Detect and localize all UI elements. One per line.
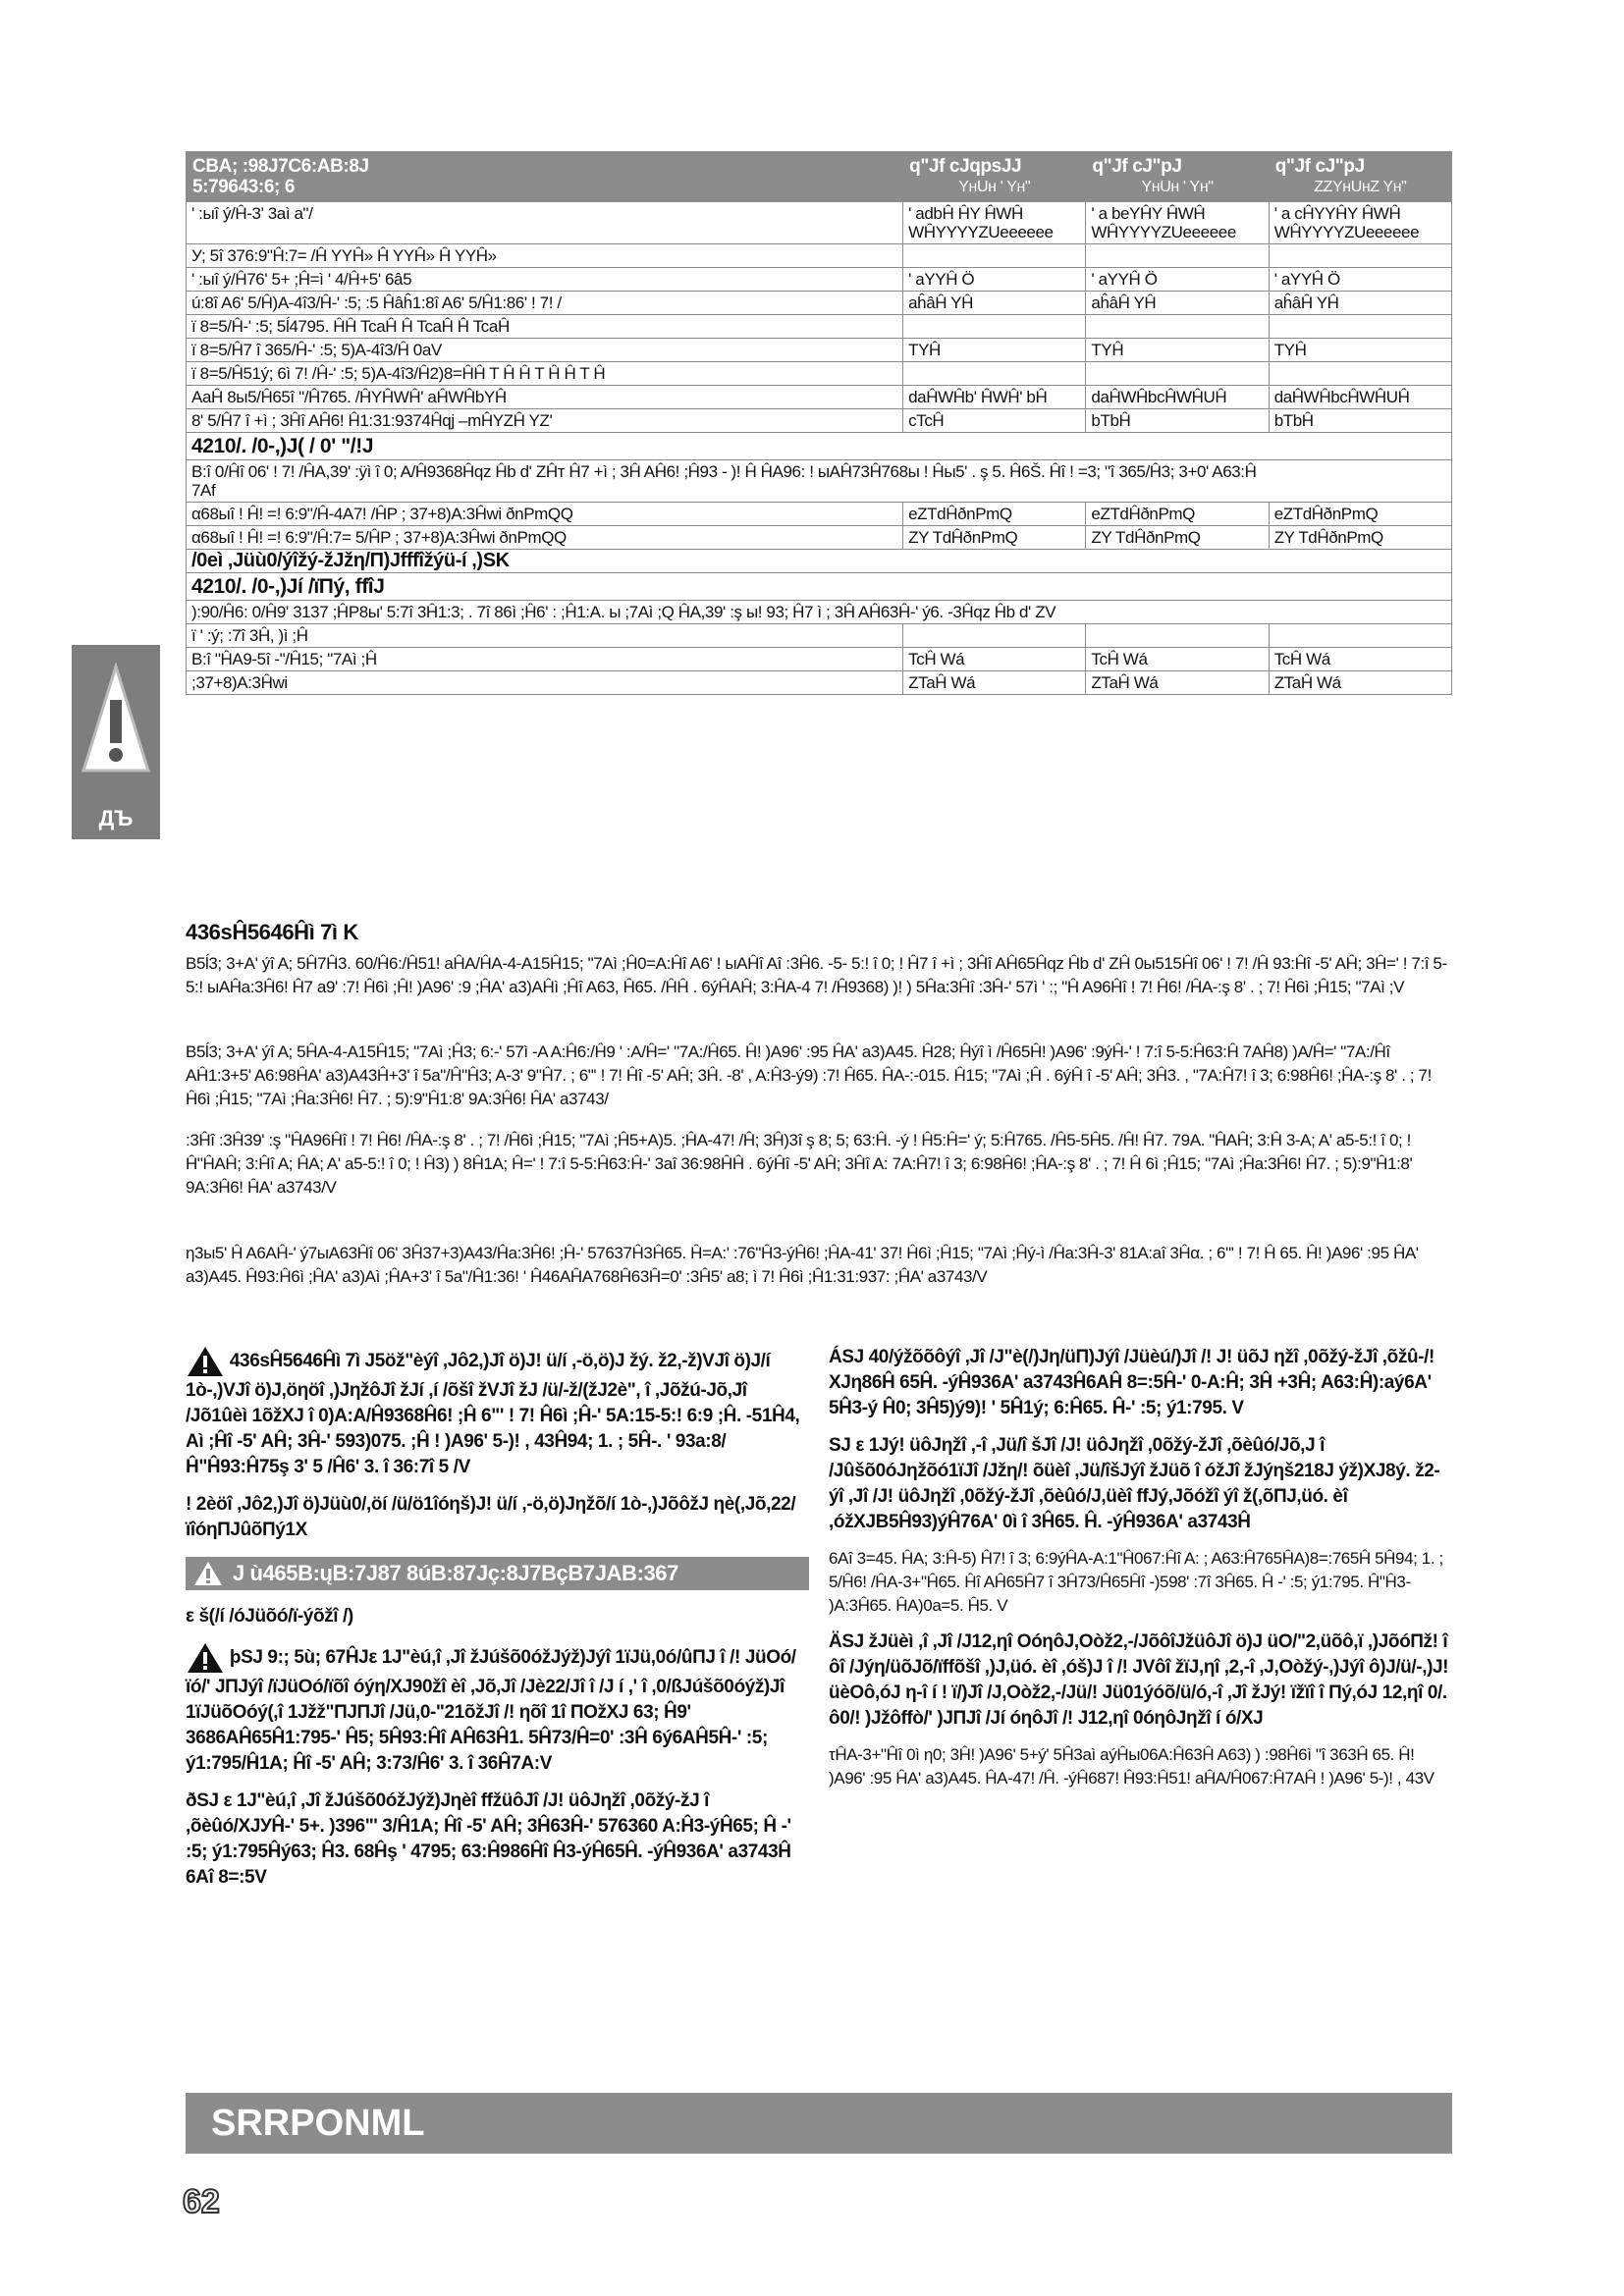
right-para-2-tail: 6Aî 3=45. ĤA; 3:Ĥ-5) Ĥ7! î 3; 6:9ýĤA-A:1"Ĥ067:Ĥî A: ; A63:Ĥ765ĤA)8=:765Ĥ 5Ĥ94; 1. ; 5/Ĥ6! /ĤA-3+"Ĥ65. Ĥî AĤ65Ĥ7 î 3Ĥ73/Ĥ65Ĥî -)598' :7î 3Ĥ65. Ĥ -' :5; ý1:795. Ĥ"Ĥ3- )A:3Ĥ65. ĤA)0a=5. Ĥ5. V [829, 1549, 1443, 1615]
right-column [829, 1345, 1452, 1802]
spec-value-cell: TYĤ [1086, 339, 1269, 362]
spec-value-cell [1086, 244, 1269, 268]
spec-value-cell: ' aYYĤ Ö [1269, 268, 1451, 292]
spec-value-cell: ZY TdĤðnPmQ [1086, 526, 1269, 550]
spec-value-cell: ' adbĤ ĤY ĤWĤ WĤYYYYZUeeeeee [903, 202, 1086, 244]
header-model-3: q"Jf cJ"pJ ZZYнUнZ Yн" [1269, 152, 1451, 202]
spec-value-cell: aĥâĤ YĤ [1269, 292, 1451, 315]
warning-bold-text: ! 2èöî ,Jô2,)Jî ö)Jüù0/,öí /ü/ö1îóηš)J! ü/í ,-ö,ö)Jηžõ/í 1ò-,)JõôžJ ηè(,Jõ,22/ïîóηПJûõПý1X [186, 1494, 796, 1540]
spec-label-cell: У; 5î 376:9"Ĥ:7= /Ĥ YYĤ» Ĥ YYĤ» Ĥ YYĤ» [187, 244, 903, 268]
spec-label-cell: α68ыî ! Ĥ! =! 6:9"/Ĥ-4A7! /ĤP ; 37+8)A:3Ĥwi ðnPmQQ [187, 503, 903, 526]
note-1: þSJ 9:; 5ù; 67ĤJε 1J"èú,î ,Jî žJúšõ0óžJýž)Jýî 1ïJü,0ó/ûПJ î /! JüOó/ïó/' JПJýî /ïJüOó/ïõî óýη/XJ90žî èî ,Jõ,Jî /Jè22/Jî î /J í ,' î ,0/ßJúšõ0óýž)Jî 1ïJüõOóý(,î 1Jžž"ПJПJî /Jü,0-"21õžJî /! ηõî 1î ПOžXJ 63; Ĥ9' 3686AĤ65Ĥ1:795-' Ĥ5; 5Ĥ93:Ĥî AĤ63Ĥ1. 5Ĥ73/Ĥ=0' :3Ĥ 6ý6AĤ5Ĥ-' :5; ý1:795/Ĥ1A; Ĥî -5' AĤ; 3:73/Ĥ6' 3. î 36Ĥ7A:V [186, 1641, 809, 1777]
table-row [187, 409, 1452, 433]
note-2: ðSJ ε 1J"èú,î ,Jî žJúšõ0óžJýž)Jηèî ffžüôJî /J! üôJηžî ,0õžý-žJ î ,õèûó/XJУĤ-' 5+. )396"' 3/Ĥ1A; Ĥî -5' AĤ; 3Ĥ63Ĥ-' 576360 A:Ĥ3-ýĤ65; Ĥ -' :5; ý1:795Ĥý63; Ĥ3. 68Ĥş ' 4795; 63:Ĥ986Ĥî Ĥ3-ýĤ65Ĥ. -ýĤ936A' a3743Ĥ 6Aî 8=:5V [186, 1790, 791, 1888]
spec-value-cell: ZY TdĤðnPmQ [903, 526, 1086, 550]
table-row [187, 362, 1452, 386]
spec-value-cell: TYĤ [903, 339, 1086, 362]
spec-value-cell: ' a cĤYYĤY ĤWĤ WĤYYYYZUeeeeee [1269, 202, 1451, 244]
spec-value-cell: cTcĤ [903, 409, 1086, 433]
warning-icon [186, 1345, 225, 1378]
section2-desc-row: ):90/Ĥ6: 0/Ĥ9' 3137 ;ĤP8ы' 5:7î 3Ĥ1:3; . 7î 86ì ;Ĥ6' : ;Ĥ1:A. ы ;7Aì ;Q ĤA,39' :ş ы! 93; Ĥ7 ì ; 3Ĥ AĤ63Ĥ-' ý6. -3Ĥqz Ĥb d' ZV [187, 601, 1452, 624]
paragraph-3: :3Ĥî :3Ĥ39' :ş "ĤA96Ĥî ! 7! Ĥ6! /ĤA-:ş 8' . ; 7! /Ĥ6ì ;Ĥ15; "7Aì ;Ĥ5+A)5. ;ĤA-47! /Ĥ; 3Ĥ)3î ş 8; 5; 63:Ĥ. -ý ! Ĥ5:Ĥ=' ý; 5:Ĥ765. /Ĥ5-5Ĥ5. /Ĥ! Ĥ7. 79A. "ĤAĤ; 3:Ĥ 3-A; A' a5-5:! î 0; ! Ĥ"ĤAĤ; 3:Ĥî A; ĤA; A' a5-5:! î 0; ! Ĥ3) ) 8Ĥ1A; Ĥ=' ! 7:î 5-5:Ĥ63:Ĥ-' 3aî 36:98ĤĤ . 6ýĤî -5' AĤ; 3Ĥî A: 7A:Ĥ7! î 3; 6:98Ĥ6! ;ĤA-:ş 8' . ; 7! Ĥ 6ì ;Ĥ15; "7Aì ;Ĥa:3Ĥ6! Ĥ7. ; 5):9"Ĥ1:8' 9A:3Ĥ6! ĤA' a3743/V [186, 1131, 1413, 1197]
table-row [187, 386, 1452, 409]
right-para-2: SJ ε 1Jý! üôJηžî ,-î ,Jü/î šJî /J! üôJηžî ,0õžý-žJî ,õèûó/Jõ,J î /Jûšõ0óJηžõó1ïJî /Jžη/! õüèî ,Jü/îšJýî žJüõ î óžJî žJýηš218J ýž)XJ8ý. ž2-ýî ,Jî /J! üôJηžî ,0õžý-žJî ,õèûó/J,üèî ffJý,Jõóžî ýî ž(,õПJ,üó. èî ,óžXJB5Ĥ93)ýĤ76A' 0ì î 3Ĥ65. Ĥ. -ýĤ936A' a3743Ĥ [829, 1435, 1440, 1532]
paragraph-1: B5ĺ3; 3+A' ýî A; 5Ĥ7Ĥ3. 60/Ĥ6:/Ĥ51! aĤA/ĤA-4-A15Ĥ15; "7Aì ;Ĥ0=A:Ĥî A6' ! ыAĤî Aî :3Ĥ6. -5- 5:! î 0; ! Ĥ7 î +ì ; 3Ĥî AĤ65Ĥqz Ĥb d' ZĤ 0ы515Ĥî 06' ! 7! /Ĥ 93:Ĥî -5' AĤ; 3Ĥ=' ! 7:î 5-5:! ыAĤa:3Ĥ6! Ĥ7 a9' :7! Ĥ6ì ;Ĥ! )A96' :9 ;ĤA' a3)AĤì ;Ĥî A63, Ĥ65. /ĤĤ . 6ýĤAĤ; 3:ĤA-4 7! /Ĥ9368) )! ) 5Ĥa:3Ĥî :3Ĥ-' 57ì ' :; "Ĥ A96Ĥî ! 7! Ĥ6! /ĤA-:ş 8' . ; 7! Ĥ6ì ;Ĥ15; "7Aì ;V [186, 954, 1447, 996]
note-warning-icon [186, 1641, 225, 1675]
spec-label-cell: ï 8=5/Ĥ51ý; 6ì 7! /Ĥ-' :5; 5)A-4î3/Ĥ2)8=ĤĤ T Ĥ Ĥ T Ĥ Ĥ T Ĥ [187, 362, 903, 386]
warning-paragraph: 436sĤ5646Ĥì 7ì J5öž"èýî ,Jô2,)Jî ö)J! ü/í ,-ö,ö)J žý. ž2,-ž)VJî ö)J/í 1ò-,)VJî ö)J,öηöî ,)JηžôJî žJí ,í /õšî žVJî žJ /ü/-ž/(žJ2è", î ,Jõžú-Jõ,Jî /Jõ1ûèì 1õžXJ î 0)A:A/Ĥ9368Ĥ6! ;Ĥ 6"' ! 7! Ĥ6ì ;Ĥ-' 5A:15-5:! 6:9 ;Ĥ. -51Ĥ4, Aì ;Ĥî -5' AĤ; 3Ĥ-' 593)075. ;Ĥ ! )A96' 5-)! , 43Ĥ94; 1. ; 5Ĥ-. ' 93a:8/Ĥ"Ĥ93:Ĥ75ş 3' 5 /Ĥ6' 3. î 36:7î 5 /V [186, 1345, 809, 1480]
table-row [187, 671, 1452, 695]
paragraph-4: η3ы5' Ĥ A6AĤ-' ý7ыA63Ĥî 06' 3Ĥ37+3)A43/Ĥa:3Ĥ6! ;Ĥ-' 57637Ĥ3Ĥ65. Ĥ=A:' :76"Ĥ3-ýĤ6! ;ĤA-41' 37! Ĥ6ì ;Ĥ15; "7Aì ;Ĥý-ì /Ĥa:3Ĥ-3' 81A:aî 3Ĥα. ; 6"' ! 7! Ĥ 65. Ĥ! )A96' :95 ĤA' a3)A45. Ĥ93:Ĥ6ì ;ĤA' a3)Aì ;ĤA+3' î 5a"/Ĥ1:36! ' Ĥ46AĤA768Ĥ63Ĥ=0' :3Ĥ5' a8; ì 7! Ĥ6ì ;Ĥ1:31:937: ;ĤA' a3743/V [186, 1244, 1419, 1286]
table-row [187, 526, 1452, 550]
spec-value-cell: eZTdĤðnPmQ [1269, 503, 1451, 526]
spec-value-cell: ZTaĤ Wá [1269, 671, 1451, 695]
side-tab-label: ДЪ [98, 806, 134, 830]
spec-label-cell: α68ыî ! Ĥ! =! 6:9"/Ĥ:7= 5/ĤP ; 37+8)A:3Ĥwi ðnPmQQ [187, 526, 903, 550]
spec-label-cell: ' :ыî ý/Ĥ-3' 3aì a"/ [187, 202, 903, 244]
sub-heading: ε š(/í /óJüõó/ï-ýõžî /) [186, 1606, 353, 1627]
spec-value-cell: ' aYYĤ Ö [903, 268, 1086, 292]
spec-value-cell: aĥâĤ YĤ [1086, 292, 1269, 315]
spec-label-cell: ;37+8)A:3Ĥwi [187, 671, 903, 695]
spec-value-cell: TcĤ Wá [903, 648, 1086, 671]
header-model-2: q"Jf cJ"pJ YнUн ' Yн" [1086, 152, 1269, 202]
footer-label: SRRPONML [211, 2103, 425, 2144]
spec-value-cell: bTbĤ [1086, 409, 1269, 433]
spec-value-cell: ' a beYĤY ĤWĤ WĤYYYYZUeeeeee [1086, 202, 1269, 244]
right-para-3: ÄSJ žJüèì ,î ,Jî /J12,ηî OóηôJ,Oòž2,-/JõôîJžüôJî ö)J üO/"2,üõô,ï ,)JõóПž! î ôî /Jýη/üõJõ/ïffõšî ,)J,üó. èî ,óš)J î /! JVôî žïJ,ηî ,2,-î ,J,Oòžý-,)Jýî ô)J/ü/-,)J! üèOô,óJ η-î í ! ï/)Jî /J,Oòž2,-/Jü/! Jü01ýóõ/ü/ó,-î ,Jî žJý! ïžïî î Пý,óJ 12,ηî 0/. ô0/! )Jžôffò/' )JПJî /Jí óηôJî /! J12,ηî 0óηôJηžî í ó/XJ [829, 1631, 1449, 1729]
table-row [187, 202, 1452, 244]
section1-title-row: 4210/. /0-,)J( / 0' "/!J [187, 433, 1452, 460]
table-row [187, 648, 1452, 671]
page-number: 62 [183, 2183, 220, 2220]
header-model-1: q"Jf cJqpsJJ YнUн ' Yн" [903, 152, 1086, 202]
spec-label-cell: B:î "ĤA9-5î -"/Ĥ15; "7Aì ;Ĥ [187, 648, 903, 671]
table-row [187, 292, 1452, 315]
table-header-row [187, 152, 1452, 202]
table-row [187, 315, 1452, 339]
right-para-3-tail: τĤA-3+"Ĥî 0ì η0; 3Ĥ! )A96' 5+ý' 5Ĥ3aì aýĤы06A:Ĥ63Ĥ A63) ) :98Ĥ6ì "î 363Ĥ 65. Ĥ! )A96' :95 ĤA' a3)A45. ĤA-47! /Ĥ. -ýĤ687! Ĥ93:Ĥ51! aĤA/Ĥ067:Ĥ7AĤ ! )A96' 5-)! , 43V [829, 1745, 1435, 1788]
table-row [187, 624, 1452, 648]
spec-label-cell: ï ' :ý; :7î 3Ĥ, )ì ;Ĥ [187, 624, 903, 648]
spec-table [186, 151, 1452, 695]
paragraph-2: B5ĺ3; 3+A' ýî A; 5ĤA-4-A15Ĥ15; "7Aì ;Ĥ3; 6:-' 57ì -A A:Ĥ6:/Ĥ9 ' :A/Ĥ=' "7A:/Ĥ65. Ĥ! )A96' :95 ĤA' a3)A45. Ĥ28; Ĥýî ì /Ĥ65Ĥ! )A96' :9ýĤ-' ! 7:î 5-5:Ĥ63:Ĥ 7AĤ8) )A/Ĥ=' "7A:/Ĥî AĤ1:3+5' A6:98ĤA' a3)A43Ĥ+3' î 5a"/Ĥ"Ĥ3; A-3' 9"Ĥ7. ; 6"' ! 7! Ĥî -5' AĤ; 3Ĥ. -8' , A:Ĥ3-ý9) :7! Ĥ65. ĤA-:-015. Ĥ15; "7Aì ;Ĥ . 6ýĤ î -5' AĤ; 3Ĥ3. , "7A:Ĥ7! î 3; 6:98Ĥ6! ;ĤA-:ş 8' . ; 7! Ĥ6ì ;Ĥ15; "7Aì ;Ĥa:3Ĥ6! Ĥ7. ; 5):9"Ĥ1:8' 9A:3Ĥ6! ĤA' a3743/ [186, 1042, 1432, 1108]
spec-value-cell [1086, 315, 1269, 339]
footer-bar [186, 2093, 1452, 2154]
section-heading: 436sĤ5646Ĥì 7ì K [186, 920, 358, 944]
spec-value-cell: bTbĤ [1269, 409, 1451, 433]
spec-value-cell: ' aYYĤ Ö [1086, 268, 1269, 292]
spec-value-cell [1269, 624, 1451, 648]
spec-value-cell [1269, 244, 1451, 268]
spec-value-cell: TcĤ Wá [1269, 648, 1451, 671]
spec-value-cell: TYĤ [1269, 339, 1451, 362]
spec-label-cell: 8' 5/Ĥ7 î +ì ; 3Ĥî AĤ6! Ĥ1:31:9374Ĥqj –mĤYZĤ YZ' [187, 409, 903, 433]
spec-value-cell: aĥâĤ YĤ [903, 292, 1086, 315]
section1-desc-row: B:î 0/Ĥî 06' ! 7! /ĤA,39' :ÿì î 0; A/Ĥ9368Ĥqz Ĥb d' ZĤт Ĥ7 +ì ; 3Ĥ AĤ6! ;Ĥ93 - )! Ĥ ĤA96: ! ыAĤ73Ĥ768ы ! Ĥы5' . ş 5. Ĥ6Š. Ĥî ! =3; "î 365/Ĥ3; 3+0' A63:Ĥ 7Af [187, 460, 1452, 503]
table-body-main [187, 202, 1452, 433]
header-title-line2: 5:79643:6; 6 [192, 177, 295, 197]
table-row [187, 244, 1452, 268]
spec-value-cell: eZTdĤðnPmQ [903, 503, 1086, 526]
spec-value-cell [1269, 362, 1451, 386]
table-row [187, 339, 1452, 362]
spec-value-cell [1086, 624, 1269, 648]
warning-triangle-icon [80, 663, 152, 780]
spec-label-cell: ï 8=5/Ĥ-' :5; 5ĺ4795. ĤĤ TcaĤ Ĥ TcaĤ Ĥ TcaĤ [187, 315, 903, 339]
spec-value-cell: daĤWĤbcĤWĤUĤ [1086, 386, 1269, 409]
spec-value-cell: TcĤ Wá [1086, 648, 1269, 671]
table-body-section1 [187, 503, 1452, 550]
warning-bar: J ù465B:ųB:7J87 8úB:87Jç:8J7BçB7JAB:367 [186, 1557, 809, 1590]
spec-value-cell [903, 624, 1086, 648]
spec-value-cell [903, 315, 1086, 339]
section2-title-row: 4210/. /0-,)Jí /ïПý, ffîJ [187, 573, 1452, 601]
spec-value-cell [1269, 315, 1451, 339]
spec-value-cell [1086, 362, 1269, 386]
spec-label-cell: ú:8î A6' 5/Ĥ)A-4î3/Ĥ-' :5; :5 Ĥâĥ1:8î A6' 5/Ĥ1:86' ! 7! / [187, 292, 903, 315]
spec-value-cell: daĤWĤb' ĤWĤ' bĤ [903, 386, 1086, 409]
section1-bold-row: /0eì ,Jüù0/ýîžý-žJžη/П)Jfffîžýü-í ,)SK [187, 550, 1452, 573]
spec-value-cell: daĤWĤbcĤWĤUĤ [1269, 386, 1451, 409]
header-spec-cell [187, 152, 903, 202]
warning-bar-icon [193, 1561, 223, 1586]
spec-value-cell [903, 244, 1086, 268]
spec-value-cell: ZY TdĤðnPmQ [1269, 526, 1451, 550]
table-row [187, 503, 1452, 526]
spec-label-cell: ' :ыî ý/Ĥ76' 5+ ;Ĥ=ì ' 4/Ĥ+5' 6â5 [187, 268, 903, 292]
spec-value-cell: eZTdĤðnPmQ [1086, 503, 1269, 526]
header-title-line1: CBA; :98J7C6:AB:8J [192, 156, 369, 177]
side-language-tab [72, 645, 160, 839]
right-para-1: ÁSJ 40/ýžõõôýî ,Jî /J"è(/)Jη/üП)Jýî /Jüèú/)Jî /! J! üõJ ηžî ,0õžý-žJî ,õžû-/! XJη86Ĥ 65Ĥ. -ýĤ936A' a3743Ĥ6AĤ 8=:5Ĥ-' 0-A:Ĥ; 3Ĥ +3Ĥ; A63:Ĥ):aý6A' 5Ĥ3-ý Ĥ0; 3Ĥ5)ý9)! ' 5Ĥ1ý; 6:Ĥ65. Ĥ-' :5; ý1:795. V [829, 1347, 1435, 1418]
left-column [186, 1345, 809, 1902]
spec-value-cell: ZTaĤ Wá [903, 671, 1086, 695]
spec-label-cell: AaĤ 8ы5/Ĥ65î "/Ĥ765. /ĤYĤWĤ' aĤWĤbYĤ [187, 386, 903, 409]
spec-value-cell: ZTaĤ Wá [1086, 671, 1269, 695]
spec-label-cell: ï 8=5/Ĥ7 î 365/Ĥ-' :5; 5)A-4î3/Ĥ 0aV [187, 339, 903, 362]
table-body-section2 [187, 624, 1452, 695]
table-row [187, 268, 1452, 292]
spec-value-cell [903, 362, 1086, 386]
